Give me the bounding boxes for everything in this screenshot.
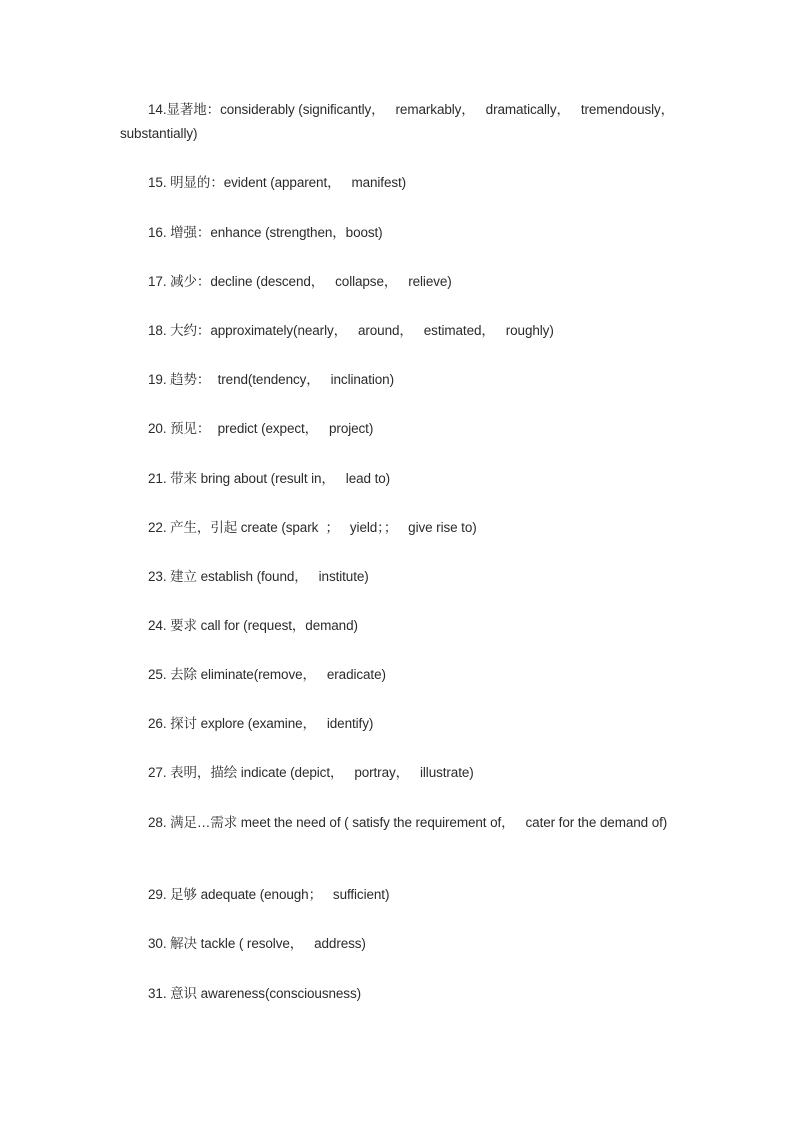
vocab-entry-31: 31. 意识 awareness(consciousness) bbox=[148, 986, 361, 1001]
vocab-entry-17: 17. 减少：decline (descend， collapse， relieve) bbox=[148, 274, 452, 289]
vocab-entry-15: 15. 明显的：evident (apparent， manifest) bbox=[148, 175, 407, 190]
vocab-entry-28: 28. 满足…需求 meet the need of ( satisfy the requirement of， cater for the demand of) bbox=[148, 815, 668, 830]
vocab-entry-16: 16. 增强：enhance (strengthen，boost) bbox=[148, 225, 383, 240]
vocab-entry-22: 22. 产生，引起 create (spark ； yield；； give rise to) bbox=[148, 520, 477, 535]
vocab-entry-20: 20. 预见： predict (expect， project) bbox=[148, 421, 374, 436]
vocab-entry-21: 21. 带来 bring about (result in， lead to) bbox=[148, 471, 391, 486]
vocab-entry-23: 23. 建立 establish (found， institute) bbox=[148, 569, 369, 584]
vocab-entry-25: 25. 去除 eliminate(remove， eradicate) bbox=[148, 667, 386, 682]
vocab-entry-26: 26. 探讨 explore (examine， identify) bbox=[148, 716, 374, 731]
vocab-entry-19: 19. 趋势： trend(tendency， inclination) bbox=[148, 372, 394, 387]
vocab-entry-14: 14.显著地：considerably (significantly， remarkably， dramatically， tremendously，substantially) bbox=[120, 102, 675, 141]
vocab-entry-30: 30. 解决 tackle ( resolve， address) bbox=[148, 936, 366, 951]
vocab-entry-18: 18. 大约：approximately(nearly， around， estimated， roughly) bbox=[148, 323, 554, 338]
vocab-entry-29: 29. 足够 adequate (enough； sufficient) bbox=[148, 887, 390, 902]
vocab-entry-24: 24. 要求 call for (request，demand) bbox=[148, 618, 358, 633]
vocab-entry-27: 27. 表明，描绘 indicate (depict， portray， illustrate) bbox=[148, 765, 474, 780]
